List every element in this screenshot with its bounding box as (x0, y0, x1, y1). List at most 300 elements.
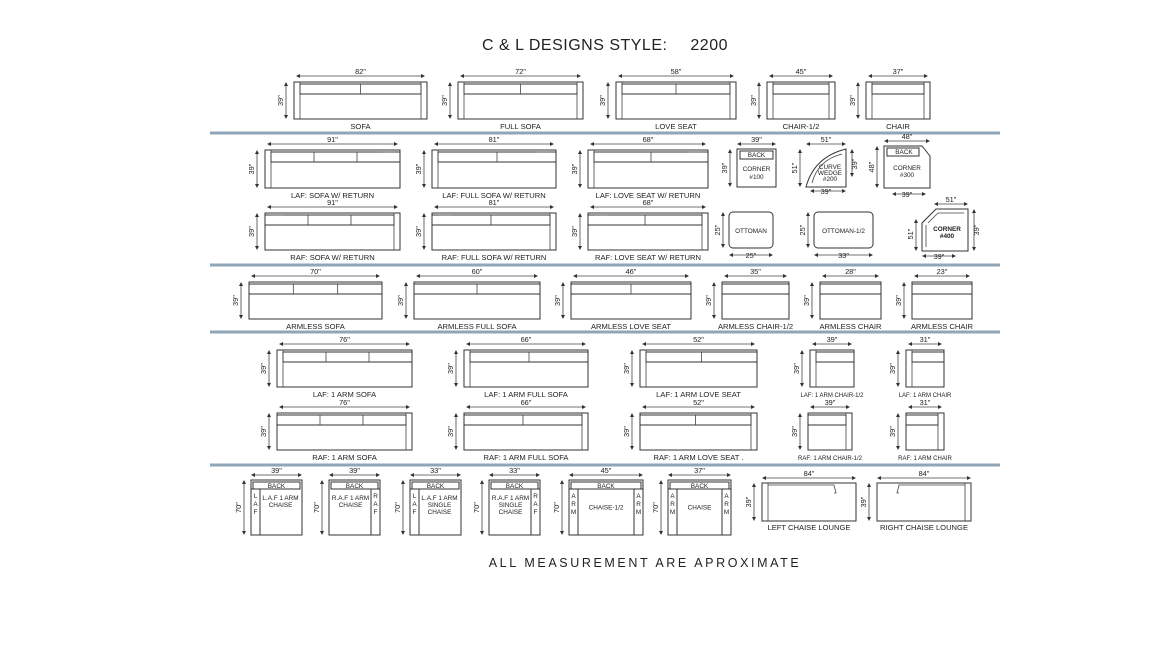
arm-letter-right: M (723, 509, 730, 516)
width-arrow-head-right (966, 274, 970, 278)
chaise-label-1: R.A.F 1 ARM (491, 495, 530, 502)
width-dimension: 60" (471, 267, 483, 276)
width-arrow-head-left (489, 473, 493, 477)
depth-arrow-head-top (867, 483, 871, 487)
depth-arrow-head-top (480, 480, 484, 484)
piece-chaise (651, 466, 731, 535)
width-dimension: 81" (488, 198, 500, 207)
width-dimension: 37" (694, 466, 705, 475)
arm-letter-left: A (670, 493, 675, 500)
width-arrow-head-left (877, 476, 881, 480)
back-cushions (283, 352, 412, 362)
width-dimension: 33" (430, 466, 441, 475)
width-arrow-head-left (822, 274, 826, 278)
width-dimension: 37" (892, 67, 904, 76)
width-arrow-head-left (267, 205, 271, 209)
depth-dimension: 39" (259, 363, 268, 374)
width-arrow-head-right (926, 139, 930, 143)
depth-arrow-head-bottom (800, 383, 804, 387)
depth-arrow-head-bottom (255, 246, 259, 250)
depth-arrow-head-top (606, 82, 610, 86)
piece-corner_400 (906, 195, 981, 261)
depth-arrow-head-bottom (320, 531, 324, 535)
back-label: BACK (345, 483, 364, 490)
depth-dimension: 70" (552, 502, 561, 513)
piece-laf_sofa_return (247, 135, 400, 200)
piece-ottoman_half (798, 212, 873, 260)
depth-arrow-head-top (806, 212, 810, 216)
piece-label: ARMLESS CHAIR-1/2 (717, 322, 794, 331)
depth-dimension: 25" (713, 224, 722, 236)
width-arrow-head-left (251, 274, 255, 278)
piece-armless_chair (802, 267, 882, 331)
width-arrow-head-right (730, 74, 734, 78)
width-dimension: 25" (745, 251, 757, 260)
piece-raf_1arm_single_chaise (472, 466, 540, 535)
piece-label: RAF: 1 ARM CHAIR (898, 456, 952, 462)
arm-side-letter: F (253, 509, 258, 516)
piece-armless_full_sofa (396, 267, 540, 331)
depth-arrow-head-top (630, 413, 634, 417)
width-arrow-head-left (466, 342, 470, 346)
depth-dimension: 48" (867, 161, 876, 173)
piece-label: LAF: 1 ARM FULL SOFA (484, 390, 568, 399)
back-label: BACK (895, 149, 913, 156)
corner-label: CORNER (893, 165, 921, 172)
depth-arrow-head-top (896, 350, 900, 354)
piece-label: RAF: 1 ARM CHAIR-1/2 (797, 456, 863, 462)
depth-arrow-head-bottom (448, 115, 452, 119)
depth-dimension: 39" (704, 295, 713, 306)
width-arrow-head-left (724, 274, 728, 278)
piece-label: ARMLESS CHAIR (819, 322, 882, 331)
back-cushions (249, 284, 382, 294)
width-arrow-head-right (924, 74, 928, 78)
width-dimension: 33" (838, 251, 849, 260)
depth-arrow-head-top (578, 213, 582, 217)
depth-dimension: 39" (247, 163, 256, 175)
piece-raf_sofa_return (247, 198, 400, 262)
piece-sofa (276, 67, 427, 131)
depth-dimension: 39" (414, 163, 423, 175)
width-dimension: 33" (509, 466, 520, 475)
arm-letter-left: M (669, 509, 676, 516)
arm-side-letter: F (412, 509, 417, 516)
depth-dimension: 39" (859, 496, 868, 508)
piece-ottoman (713, 212, 773, 260)
width-arrow-head-right (702, 142, 706, 146)
arm-letter-right: R (724, 501, 729, 508)
piece-raf_1arm_full_sofa (446, 398, 588, 462)
chaise-label-3: CHAISE (498, 509, 523, 516)
depth-dimension: 39" (622, 426, 631, 437)
width-dimension: 31" (919, 335, 931, 344)
back-cushions (816, 352, 854, 362)
piece-armless_sofa (231, 267, 382, 331)
depth-arrow-head-bottom (454, 446, 458, 450)
depth-dimension: 39" (396, 295, 405, 306)
arm-letter-right: M (635, 509, 642, 516)
depth-arrow-head-top (896, 413, 900, 417)
width-arrow-head-left (729, 253, 733, 257)
depth-arrow-head-top (659, 480, 663, 484)
depth-dimension: 39" (744, 496, 753, 508)
piece-label: LAF: LOVE SEAT W/ RETURN (595, 191, 701, 200)
depth-dimension: 39" (276, 95, 285, 106)
chaise-label-2: CHAISE (338, 502, 363, 509)
width-dimension: 66" (520, 335, 532, 344)
arm-side-letter: A (533, 501, 538, 508)
depth-arrow-head-top (267, 413, 271, 417)
depth-left-dimension: 51" (906, 228, 915, 240)
depth-arrow-head-bottom (255, 184, 259, 188)
width-dimension: 31" (919, 398, 931, 407)
piece-label: LAF: FULL SOFA W/ RETURN (442, 191, 546, 200)
piece-raf_1arm_sofa (259, 398, 412, 462)
depth-arrow-head-top (267, 350, 271, 354)
width-arrow-head-right (550, 142, 554, 146)
piece-label: LAF: SOFA W/ RETURN (290, 191, 375, 200)
width-dimension: 28" (845, 267, 856, 276)
width-arrow-head-right (727, 473, 731, 477)
width-arrow-head-left (251, 473, 255, 477)
corner-code: #400 (939, 233, 955, 240)
depth-arrow-head-top (856, 82, 860, 86)
depth-dimension: 39" (440, 95, 449, 106)
depth-arrow-head-bottom (578, 246, 582, 250)
piece-laf_1arm_love_seat (622, 335, 757, 399)
arm-letter-right: A (636, 493, 641, 500)
piece-label: RIGHT CHAISE LOUNGE (879, 523, 969, 532)
width-arrow-head-right (938, 342, 942, 346)
depth-dimension: 39" (446, 426, 455, 437)
width-dimension: 39" (271, 466, 282, 475)
width-arrow-head-left (812, 342, 816, 346)
depth-dimension: 39" (888, 363, 897, 374)
width-dimension: 91" (327, 198, 338, 207)
wedge-label-2: WEDGE (817, 170, 843, 177)
width-dimension: 39" (751, 135, 762, 144)
width-arrow-head-left (908, 342, 912, 346)
width-arrow-head-left (466, 405, 470, 409)
width-arrow-head-left (642, 342, 646, 346)
width-arrow-head-left (806, 142, 810, 146)
piece-corner_300 (867, 132, 930, 199)
back-cushions (808, 415, 846, 425)
bottom-arrow-head-right (922, 192, 926, 196)
back-cushions (872, 84, 924, 94)
chaise-label-3: CHAISE (427, 509, 452, 516)
style-number: 2200 (690, 37, 728, 54)
depth-arrow-head-top (752, 483, 756, 487)
corner-code: #100 (749, 174, 764, 181)
width-arrow-head-right (967, 476, 971, 480)
width-arrow-head-right (772, 142, 776, 146)
width-arrow-head-right (869, 253, 873, 257)
depth-dimension: 70" (472, 502, 481, 513)
arm-letter-left: R (670, 501, 675, 508)
width-arrow-head-left (296, 74, 300, 78)
width-arrow-head-right (376, 473, 380, 477)
piece-raf_1arm_chair (888, 398, 952, 462)
width-arrow-head-right (848, 342, 852, 346)
depth-arrow-head-bottom (659, 531, 663, 535)
corner-label: CORNER (742, 166, 771, 173)
piece-full_sofa (440, 67, 583, 131)
depth-dimension: 39" (231, 295, 240, 306)
depth-dimension: 39" (894, 295, 903, 306)
depth-arrow-head-bottom (902, 315, 906, 319)
depth-arrow-head-top (255, 213, 259, 217)
depth-arrow-head-bottom (480, 531, 484, 535)
width-arrow-head-right (394, 142, 398, 146)
back-label: BACK (426, 483, 445, 490)
depth-dimension: 39" (802, 295, 811, 306)
width-dimension: 39" (349, 466, 360, 475)
depth-dimension: 70" (651, 502, 660, 513)
depth-arrow-head-top (284, 82, 288, 86)
chaise-label-1: R.A.F 1 ARM (331, 495, 370, 502)
width-dimension: 76" (339, 335, 350, 344)
piece-corner_100 (720, 135, 776, 187)
depth-arrow-head-bottom (422, 184, 426, 188)
width-arrow-head-left (569, 473, 573, 477)
depth-arrow-head-top (401, 480, 405, 484)
width-arrow-head-right (783, 274, 787, 278)
width-dimension: 68" (642, 198, 654, 207)
back-cushions (271, 152, 400, 162)
arm-side-letter: F (373, 509, 378, 516)
depth-arrow-head-bottom (267, 383, 271, 387)
width-arrow-head-right (582, 342, 586, 346)
depth-arrow-head-top (422, 213, 426, 217)
width-dimension: 81" (488, 135, 500, 144)
piece-label: FULL SOFA (500, 122, 541, 131)
arm-side-letter: A (253, 501, 258, 508)
piece-label: OTTOMAN (735, 228, 767, 235)
depth-arrow-head-bottom (712, 315, 716, 319)
width-arrow-head-right (457, 473, 461, 477)
width-arrow-head-left (618, 74, 622, 78)
depth-dimension: 25" (798, 224, 807, 236)
width-dimension: 23" (936, 267, 948, 276)
depth-arrow-left-head-bottom (914, 247, 918, 251)
depth-dimension: 39" (720, 162, 729, 174)
width-arrow-head-right (852, 476, 856, 480)
arm-side-letter: F (533, 509, 538, 516)
width-dimension: 72" (515, 67, 526, 76)
depth-arrow-head-bottom (810, 315, 814, 319)
width-dimension: 52" (693, 398, 704, 407)
width-arrow-head-left (416, 274, 420, 278)
arm-letter-left: A (571, 493, 576, 500)
back-cushions (277, 415, 406, 425)
depth-arrow-head-top (800, 350, 804, 354)
depth-arrow-right-head-bottom (972, 247, 976, 251)
depth-dimension: 39" (570, 226, 579, 237)
piece-label: RAF: SOFA W/ RETURN (290, 253, 375, 262)
back-cushions (773, 84, 829, 94)
depth-arrow-head-bottom (239, 315, 243, 319)
width-arrow-head-right (534, 274, 538, 278)
width-arrow-head-left (410, 473, 414, 477)
bottom-arrow-head-left (922, 254, 926, 258)
chaise-label-1: L.A.F 1 ARM (262, 495, 299, 502)
width-dimension: 82" (355, 67, 366, 76)
piece-label: ARMLESS FULL SOFA (437, 322, 517, 331)
width-arrow-head-left (279, 342, 283, 346)
depth-dimension: 39" (622, 363, 631, 374)
width-dimension: 68" (642, 135, 654, 144)
piece-right_chaise_lounge (859, 469, 971, 532)
width-dimension: 76" (339, 398, 350, 407)
width-arrow-head-right (536, 473, 540, 477)
piece-outline (877, 483, 971, 521)
width-arrow-head-right (394, 205, 398, 209)
width-arrow-head-left (329, 473, 333, 477)
width-arrow-head-left (814, 253, 818, 257)
width-arrow-head-right (938, 405, 942, 409)
depth-arrow-head-bottom (806, 244, 810, 248)
piece-laf_1arm_chaise (234, 466, 302, 535)
arm-letter-left: R (571, 501, 576, 508)
arm-letter-left: M (570, 509, 577, 516)
width-dimension: 39" (824, 398, 836, 407)
depth-dimension: 70" (393, 502, 402, 513)
arm-side-letter: L (253, 493, 258, 500)
width-arrow-head-left (934, 202, 938, 206)
piece-label: RAF: 1 ARM SOFA (312, 453, 377, 462)
piece-label: LAF: 1 ARM CHAIR (898, 393, 952, 399)
depth-arrow-head-top (798, 413, 802, 417)
depth-dimension: 39" (247, 226, 256, 237)
back-label: BACK (267, 483, 286, 490)
depth-arrow-right-head-bottom (850, 173, 854, 177)
depth-arrow-left-head-top (914, 219, 918, 223)
width-dimension: 35" (750, 267, 761, 276)
back-cushions (906, 415, 938, 425)
piece-laf_full_sofa_return (414, 135, 556, 200)
depth-arrow-head-bottom (752, 517, 756, 521)
chaise-label: CHAISE (687, 504, 712, 512)
depth-arrow-head-bottom (606, 115, 610, 119)
depth-arrow-left-head-top (798, 149, 802, 153)
piece-label: CHAIR-1/2 (782, 122, 820, 131)
piece-raf_1arm_love_seat (622, 398, 757, 462)
depth-arrow-head-top (242, 480, 246, 484)
bottom-dimension: 39" (820, 187, 832, 196)
depth-arrow-head-top (560, 480, 564, 484)
depth-arrow-head-bottom (798, 446, 802, 450)
piece-label: CHAIR (886, 122, 910, 131)
piece-laf_1arm_sofa (259, 335, 412, 399)
width-arrow-head-left (810, 405, 814, 409)
width-arrow-head-left (590, 142, 594, 146)
width-arrow-head-right (829, 74, 833, 78)
width-arrow-head-right (582, 405, 586, 409)
depth-dimension: 39" (790, 426, 799, 437)
piece-left_chaise_lounge (744, 469, 856, 532)
piece-outline (762, 483, 856, 521)
back-label: BACK (597, 483, 615, 490)
depth-arrow-head-bottom (896, 446, 900, 450)
piece-love_seat (598, 67, 736, 131)
depth-arrow-head-top (728, 149, 732, 153)
depth-arrow-head-bottom (630, 446, 634, 450)
piece-raf_1arm_chair_half (790, 398, 863, 462)
depth-arrow-head-top (757, 82, 761, 86)
width-arrow-head-left (434, 142, 438, 146)
depth-arrow-head-top (902, 282, 906, 286)
depth-dimension: 39" (414, 226, 423, 237)
chaise-label-2: SINGLE (427, 502, 452, 509)
depth-arrow-head-top (454, 350, 458, 354)
piece-laf_1arm_chair_half (792, 335, 864, 399)
bottom-arrow-head-left (810, 189, 814, 193)
depth-arrow-head-top (448, 82, 452, 86)
depth-arrow-head-bottom (560, 531, 564, 535)
arm-side-letter: R (373, 493, 378, 500)
width-arrow-head-right (421, 74, 425, 78)
back-cushions (912, 352, 944, 362)
depth-arrow-head-bottom (757, 115, 761, 119)
piece-raf_1arm_chaise (312, 466, 380, 535)
corner-code: #300 (899, 172, 915, 179)
piece-label: ARMLESS LOVE SEAT (590, 322, 672, 331)
width-arrow-head-right (842, 142, 846, 146)
depth-arrow-head-bottom (242, 531, 246, 535)
width-arrow-head-right (577, 74, 581, 78)
depth-dimension: 39" (259, 426, 268, 437)
depth-arrow-head-top (454, 413, 458, 417)
depth-arrow-head-bottom (422, 246, 426, 250)
piece-label: LEFT CHAISE LOUNGE (767, 523, 851, 532)
title-text: C & L DESIGNS STYLE: (481, 37, 668, 54)
depth-dimension: 39" (792, 363, 801, 374)
depth-arrow-head-top (561, 282, 565, 286)
piece-laf_1arm_full_sofa (446, 335, 588, 399)
width-arrow-head-left (884, 139, 888, 143)
depth-arrow-head-bottom (578, 184, 582, 188)
depth-arrow-head-top (404, 282, 408, 286)
width-arrow-head-right (406, 405, 410, 409)
chaise-label-2: SINGLE (498, 502, 523, 509)
piece-label: LAF: 1 ARM CHAIR-1/2 (800, 393, 864, 399)
width-dimension: 51" (945, 195, 957, 204)
piece-label: SOFA (350, 122, 371, 131)
width-arrow-head-right (769, 253, 773, 257)
depth-arrow-head-bottom (454, 383, 458, 387)
piece-label: ARMLESS CHAIR (910, 322, 974, 331)
arm-letter-right: A (724, 493, 729, 500)
width-dimension: 52" (693, 335, 704, 344)
wedge-label-1: CURVE (818, 164, 842, 171)
back-label: BACK (505, 483, 524, 490)
depth-arrow-head-top (630, 350, 634, 354)
depth-arrow-head-bottom (404, 315, 408, 319)
depth-arrow-head-bottom (728, 183, 732, 187)
piece-label: OTTOMAN-1/2 (822, 228, 865, 235)
bottom-dimension: 39" (901, 190, 913, 199)
depth-arrow-head-bottom (267, 446, 271, 450)
piece-chaise_half (552, 466, 643, 535)
depth-dimension: 70" (234, 502, 243, 513)
width-arrow-head-right (376, 274, 380, 278)
width-arrow-head-right (685, 274, 689, 278)
width-dimension: 46" (625, 267, 637, 276)
width-arrow-head-left (908, 405, 912, 409)
measurement-disclaimer: ALL MEASUREMENT ARE APROXIMATE (488, 556, 802, 570)
